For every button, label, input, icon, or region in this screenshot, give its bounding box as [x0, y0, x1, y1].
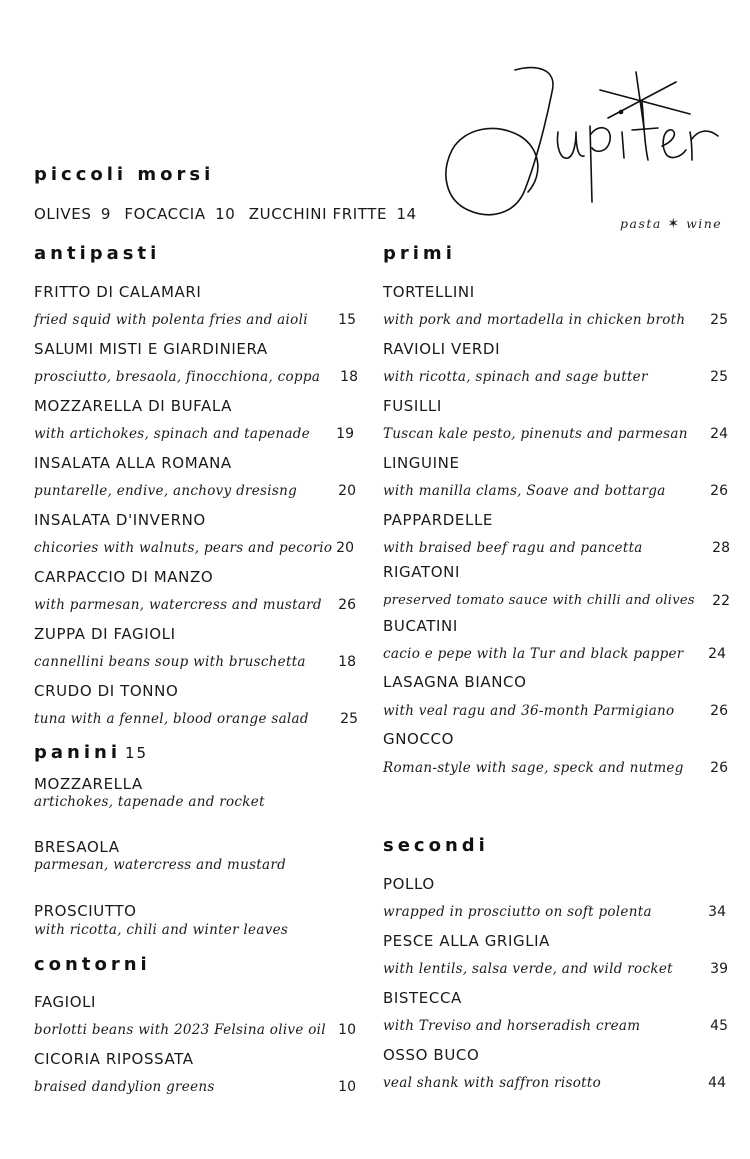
- antipasti-item-price: 18: [340, 369, 358, 385]
- secondi-item-price: 34: [708, 904, 726, 920]
- primi-item-name: BUCATINI: [383, 617, 458, 635]
- contorni-item-desc: braised dandylion greens: [34, 1079, 215, 1095]
- secondi-item-desc: wrapped in prosciutto on soft polenta: [383, 904, 652, 920]
- panini-item-name: MOZZARELLA: [34, 775, 143, 793]
- panini-item-name: PROSCIUTTO: [34, 902, 137, 920]
- antipasti-item-desc: cannellini beans soup with bruschetta: [34, 654, 306, 670]
- antipasti-item-name: FRITTO DI CALAMARI: [34, 283, 202, 301]
- primi-item-price: 22: [712, 593, 730, 609]
- primi-item-name: LINGUINE: [383, 454, 460, 472]
- antipasti-item-name: INSALATA ALLA ROMANA: [34, 454, 232, 472]
- primi-item-name: TORTELLINI: [383, 283, 475, 301]
- antipasti-item-price: 18: [338, 654, 356, 670]
- piccoli-items-row: [34, 205, 417, 223]
- tagline-pasta: pasta: [620, 216, 662, 231]
- primi-item-desc: with manilla clams, Soave and bottarga: [383, 483, 666, 499]
- primi-item-desc: with pork and mortadella in chicken broth: [383, 312, 686, 328]
- primi-item-name: PAPPARDELLE: [383, 511, 493, 529]
- primi-item-name: RAVIOLI VERDI: [383, 340, 501, 358]
- primi-item-price: 25: [710, 369, 728, 385]
- tagline-wine: wine: [686, 216, 723, 231]
- panini-item-desc: artichokes, tapenade and rocket: [34, 794, 265, 810]
- primi-item-price: 28: [712, 540, 730, 556]
- heading-secondi: secondi: [383, 835, 489, 856]
- asterisk-icon: ✶: [667, 216, 681, 232]
- secondi-item-desc: veal shank with saffron risotto: [383, 1075, 602, 1091]
- jupiter-logo: [440, 62, 740, 237]
- secondi-item-desc: with Treviso and horseradish cream: [383, 1018, 641, 1034]
- antipasti-item-desc: prosciutto, bresaola, finocchiona, coppa: [34, 369, 321, 385]
- contorni-item-desc: borlotti beans with 2023 Felsina olive oil: [34, 1022, 326, 1038]
- heading-piccoli-morsi: piccoli morsi: [34, 164, 215, 185]
- heading-primi: primi: [383, 243, 456, 264]
- contorni-item-name: CICORIA RIPOSSATA: [34, 1050, 194, 1068]
- secondi-item-name: PESCE ALLA GRIGLIA: [383, 932, 551, 950]
- antipasti-item-name: CRUDO DI TONNO: [34, 682, 179, 700]
- logo-tagline: [620, 216, 722, 232]
- panini-item-desc: with ricotta, chili and winter leaves: [34, 922, 289, 938]
- antipasti-item-price: 15: [338, 312, 356, 328]
- primi-item-desc: with veal ragu and 36-month Parmigiano: [383, 703, 675, 719]
- jupiter-script-logo: [440, 62, 740, 237]
- primi-item-desc: Tuscan kale pesto, pinenuts and parmesan: [383, 426, 688, 442]
- antipasti-item-price: 25: [340, 711, 358, 727]
- heading-contorni: contorni: [34, 954, 151, 975]
- panini-heading-text: panini: [34, 742, 121, 763]
- primi-item-price: 26: [710, 760, 728, 776]
- secondi-item-price: 44: [708, 1075, 726, 1091]
- contorni-item-name: FAGIOLI: [34, 993, 97, 1011]
- antipasti-item-desc: tuna with a fennel, blood orange salad: [34, 711, 309, 727]
- antipasti-item-name: MOZZARELLA DI BUFALA: [34, 397, 233, 415]
- heading-antipasti: antipasti: [34, 243, 161, 264]
- secondi-item-price: 45: [710, 1018, 728, 1034]
- antipasti-item-name: ZUPPA DI FAGIOLI: [34, 625, 176, 643]
- item-focaccia: FOCACCIA: [124, 205, 206, 223]
- heading-panini: [34, 742, 148, 763]
- antipasti-item-name: CARPACCIO DI MANZO: [34, 568, 214, 586]
- primi-item-desc: preserved tomato sauce with chilli and olives: [383, 593, 695, 608]
- antipasti-item-desc: with artichokes, spinach and tapenade: [34, 426, 311, 442]
- antipasti-item-price: 20: [338, 483, 356, 499]
- antipasti-item-desc: fried squid with polenta fries and aioli: [34, 312, 308, 328]
- contorni-item-price: 10: [338, 1079, 356, 1095]
- primi-item-desc: with ricotta, spinach and sage butter: [383, 369, 648, 385]
- panini-price: 15: [125, 744, 149, 762]
- antipasti-item-desc: chicories with walnuts, pears and pecorio: [34, 540, 333, 556]
- price-olives: 9: [100, 205, 111, 223]
- panini-item-name: BRESAOLA: [34, 838, 120, 856]
- price-zucchini-fritte: 14: [396, 205, 417, 223]
- secondi-item-name: POLLO: [383, 875, 435, 893]
- item-olives: OLIVES: [34, 205, 92, 223]
- primi-item-price: 24: [708, 646, 726, 662]
- price-focaccia: 10: [215, 205, 236, 223]
- secondi-item-name: BISTECCA: [383, 989, 462, 1007]
- primi-item-desc: cacio e pepe with la Tur and black papper: [383, 646, 684, 662]
- primi-item-desc: Roman-style with sage, speck and nutmeg: [383, 760, 684, 776]
- primi-item-price: 24: [710, 426, 728, 442]
- antipasti-item-name: SALUMI MISTI E GIARDINIERA: [34, 340, 268, 358]
- secondi-item-desc: with lentils, salsa verde, and wild rocket: [383, 961, 673, 977]
- antipasti-item-price: 26: [338, 597, 356, 613]
- panini-item-desc: parmesan, watercress and mustard: [34, 857, 287, 873]
- secondi-item-name: OSSO BUCO: [383, 1046, 480, 1064]
- item-zucchini-fritte: ZUCCHINI FRITTE: [248, 205, 388, 223]
- primi-item-price: 26: [710, 703, 728, 719]
- primi-item-name: FUSILLI: [383, 397, 442, 415]
- primi-item-name: LASAGNA BIANCO: [383, 673, 527, 691]
- antipasti-item-name: INSALATA D'INVERNO: [34, 511, 206, 529]
- antipasti-item-desc: with parmesan, watercress and mustard: [34, 597, 322, 613]
- primi-item-desc: with braised beef ragu and pancetta: [383, 540, 643, 556]
- secondi-item-price: 39: [710, 961, 728, 977]
- antipasti-item-price: 19: [336, 426, 354, 442]
- primi-item-price: 25: [710, 312, 728, 328]
- antipasti-item-desc: puntarelle, endive, anchovy dresisng: [34, 483, 298, 499]
- primi-item-name: GNOCCO: [383, 730, 455, 748]
- antipasti-item-price: 20: [336, 540, 354, 556]
- primi-item-name: RIGATONI: [383, 563, 460, 581]
- contorni-item-price: 10: [338, 1022, 356, 1038]
- primi-item-price: 26: [710, 483, 728, 499]
